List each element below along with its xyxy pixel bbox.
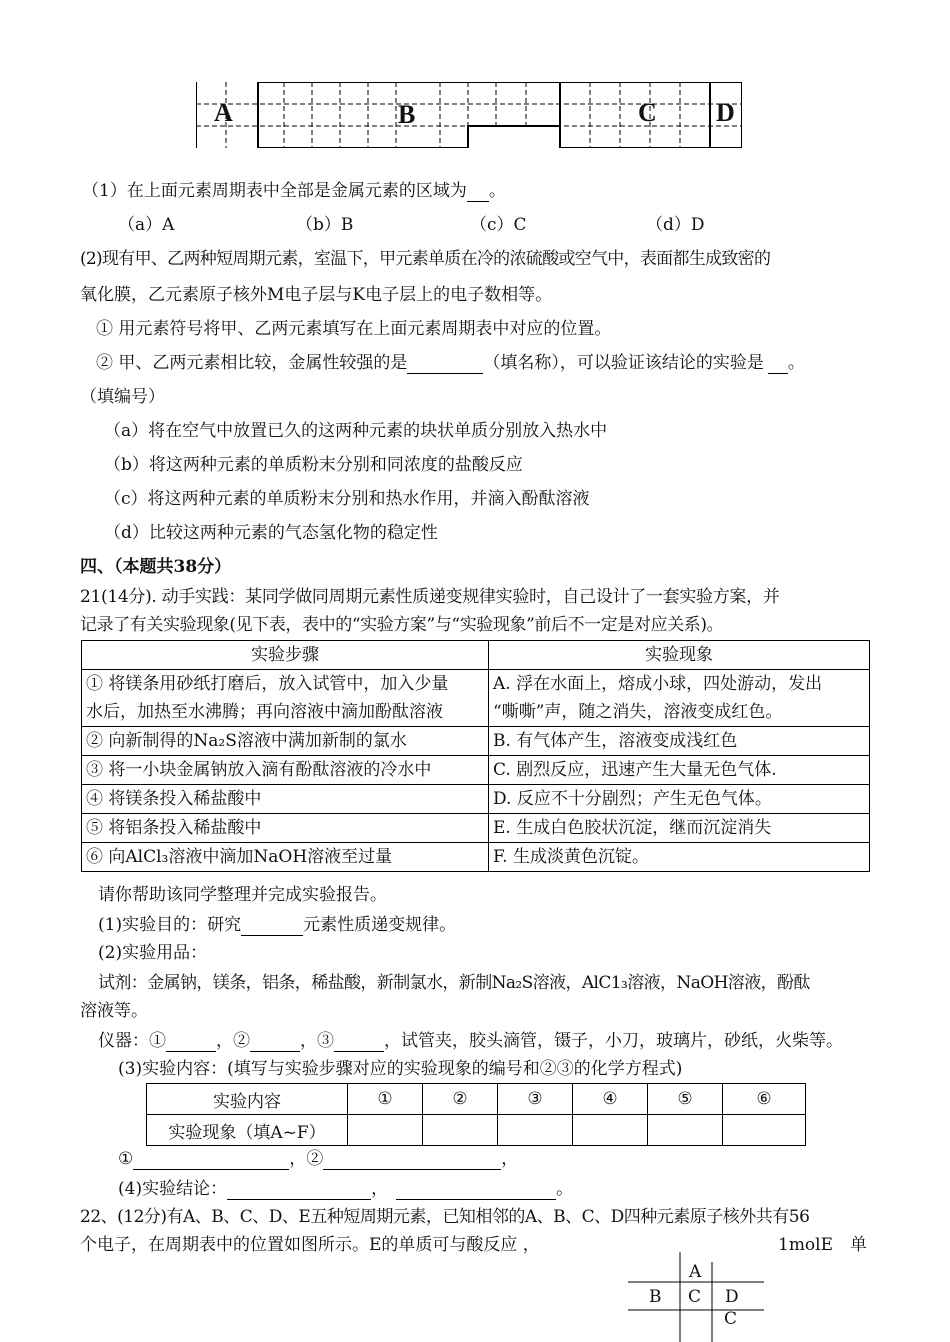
table-row [82,756,870,785]
q1-option-d: （d）D [646,215,705,235]
purpose-end: 元素性质递变规律。 [303,915,457,935]
table-row [82,727,870,756]
q21-materials: (2)实验用品： [98,943,208,963]
q2-sub2-prompt: ② 甲、乙两元素相比较，金属性较强的是 [96,353,408,373]
content-table [146,1083,806,1146]
answer-cell-2[interactable] [423,1115,498,1146]
conclusion-prompt: (4)实验结论： [118,1179,228,1199]
equation-1-blank[interactable] [133,1153,289,1170]
instr-2-label: ，② [216,1031,250,1051]
step-6: ⑥ 向AlCl₃溶液中滴加NaOH溶液至过量 [82,843,489,872]
conclusion-1-blank[interactable] [227,1183,371,1200]
step-4: ④ 将镁条投入稀盐酸中 [82,785,489,814]
purpose-blank[interactable] [241,919,303,936]
region-label-d: D [716,98,735,127]
periodic-table-sketch [196,82,742,148]
region-label-a: A [214,98,233,127]
content-col-1: ① [348,1084,423,1115]
q2-sub2-end: 。 [787,353,805,373]
table-header-row [82,641,870,670]
instrument-3-blank[interactable] [334,1035,384,1052]
q2-sub2-mid: （填名称），可以验证该结论的实验是 [483,353,764,373]
conclusion-2-blank[interactable] [396,1183,556,1200]
q1-end: 。 [488,181,506,201]
content-answer-row [147,1115,806,1146]
region-label-c: C [638,98,657,127]
q21-equations [118,1148,518,1170]
q2-choice-d: （d）比较这两种元素的气态氢化物的稳定性 [104,523,438,543]
answer-cell-3[interactable] [498,1115,573,1146]
instrument-2-blank[interactable] [250,1035,300,1052]
grid-label-d: D [725,1287,739,1307]
equation-2-blank[interactable] [323,1153,501,1170]
q2-sub1: ① 用元素符号将甲、乙两元素填写在上面元素周期表中对应的位置。 [96,319,612,339]
content-col-2: ② [423,1084,498,1115]
q2-choice-c: （c）将这两种元素的单质粉末分别和热水作用，并滴入酚酞溶液 [104,489,590,509]
eq-end: ， [501,1149,519,1169]
content-col-6: ⑥ [723,1084,806,1115]
answer-cell-5[interactable] [648,1115,723,1146]
answer-cell-6[interactable] [723,1115,806,1146]
phenomenon-d: D. 反应不十分剧烈；产生无色气体。 [489,785,870,814]
table-row [82,843,870,872]
q2-choice-a: （a）将在空气中放置已久的这两种元素的块状单质分别放入热水中 [104,421,608,441]
phenomenon-e: E. 生成白色胶状沉淀，继而沉淀消失 [489,814,870,843]
table-row [82,814,870,843]
phenomenon-a-line1: A. 浮在水面上，熔成小球，四处游动，发出 [493,674,823,694]
phenomenon-c: C. 剧烈反应，迅速产生大量无色气体. [489,756,870,785]
instr-3-label: ，③ [300,1031,334,1051]
section-title: 四、（本题共38分） [80,557,232,577]
q2-line2: 氧化膜，乙元素原子核外M电子层与K电子层上的电子数相等。 [80,285,553,305]
q2-choice-b: （b）将这两种元素的单质粉末分别和同浓度的盐酸反应 [104,455,523,475]
step-2: ② 向新制得的Na₂S溶液中满加新制的氯水 [82,727,489,756]
grid-label-c: C [688,1287,702,1307]
q1-text [82,180,506,202]
q21-conclusion [118,1178,573,1200]
answer-cell-4[interactable] [573,1115,648,1146]
q1-answer-blank[interactable] [467,185,489,202]
periodic-table-grid [196,82,742,148]
q2-experiment-blank[interactable] [768,357,788,374]
phenomenon-a-line2: “嘶嘶”声，随之消失，溶液变成红色。 [493,702,783,722]
content-col-5: ⑤ [648,1084,723,1115]
q2-fill-number: （填编号） [80,387,165,407]
content-col-4: ④ [573,1084,648,1115]
q2-stronger-metal-blank[interactable] [407,357,483,374]
content-label: 实验内容 [147,1084,348,1115]
q1-option-c: （c）C [470,215,527,235]
eq-2-label: ，② [289,1149,324,1169]
conclusion-end: 。 [556,1179,574,1199]
q21-content-prompt: (3)实验内容：(填写与实验步骤对应的实验现象的编号和②③的化学方程式) [118,1059,683,1079]
q22-line1: 22、(12分)有A、B、C、D、E五种短周期元素，已知相邻的A、B、C、D四种元素原子核外共有56 [80,1207,810,1227]
q21-purpose [98,914,456,936]
q21-instruments [98,1030,843,1052]
table-row [82,785,870,814]
grid-label-b: B [649,1287,662,1307]
instr-rest: ，试管夹，胶头滴管，镊子，小刀，玻璃片，砂纸，火柴等。 [384,1031,843,1051]
grid-label-a: A [689,1262,702,1282]
purpose-prompt: (1)实验目的：研究 [98,915,242,935]
q21-line1: 21(14分). 动手实践：某同学做同周期元素性质递变规律实验时，自己设计了一套实验方案，并 [80,587,780,607]
q22-line2-tail: 1molE 单 [778,1235,868,1255]
content-col-3: ③ [498,1084,573,1115]
step-1-line1: ① 将镁条用砂纸打磨后，放入试管中，加入少量 [86,674,449,694]
q21-reagents-line2: 溶液等。 [80,1001,148,1021]
step-cell [82,670,489,727]
conclusion-sep: ， [371,1179,389,1199]
q22-line2: 个电子，在周期表中的位置如图所示。E的单质可与酸反应 ， [80,1235,540,1255]
element-position-grid [628,1252,764,1342]
q1-option-b: （b）B [296,215,354,235]
instr-1-label: 仪器：① [98,1031,166,1051]
q1-question: （1）在上面元素周期表中全部是金属元素的区域为 [82,181,467,201]
phenomenon-b: B. 有气体产生，溶液变成浅红色 [489,727,870,756]
header-steps: 实验步骤 [82,641,489,670]
eq-1-label: ① [118,1149,134,1169]
experiment-table [81,640,870,872]
q2-sub2 [96,352,805,374]
phenomenon-cell [489,670,870,727]
step-5: ⑤ 将铝条投入稀盐酸中 [82,814,489,843]
q2-line1: (2)现有甲、乙两种短周期元素，室温下，甲元素单质在冷的浓硫酸或空气中，表面都生成致密的 [80,249,771,269]
q21-line2: 记录了有关实验现象(见下表，表中的“实验方案”与“实验现象”前后不一定是对应关系)。 [80,615,724,635]
step-3: ③ 将一小块金属钠放入滴有酚酞溶液的冷水中 [82,756,489,785]
q21-help: 请你帮助该同学整理并完成实验报告。 [98,885,387,905]
answer-cell-1[interactable] [348,1115,423,1146]
table-row [82,670,870,727]
region-label-b: B [398,100,416,129]
q1-option-a: （a）A [118,215,175,235]
phenomenon-row-label: 实验现象（填A~F） [147,1115,348,1146]
grid-label-c-below: C [724,1309,738,1329]
step-1-line2: 水后，加热至水沸腾；再向溶液中滴加酚酞溶液 [86,702,443,722]
content-header-row [147,1084,806,1115]
q21-reagents-line1: 试剂：金属钠，镁条，铝条，稀盐酸，新制氯水，新制Na₂S溶液，AlC1₃溶液，NaOH溶液，酚酞 [98,973,810,993]
header-phenomena: 实验现象 [489,641,870,670]
instrument-1-blank[interactable] [166,1035,216,1052]
phenomenon-f: F. 生成淡黄色沉锭。 [489,843,870,872]
